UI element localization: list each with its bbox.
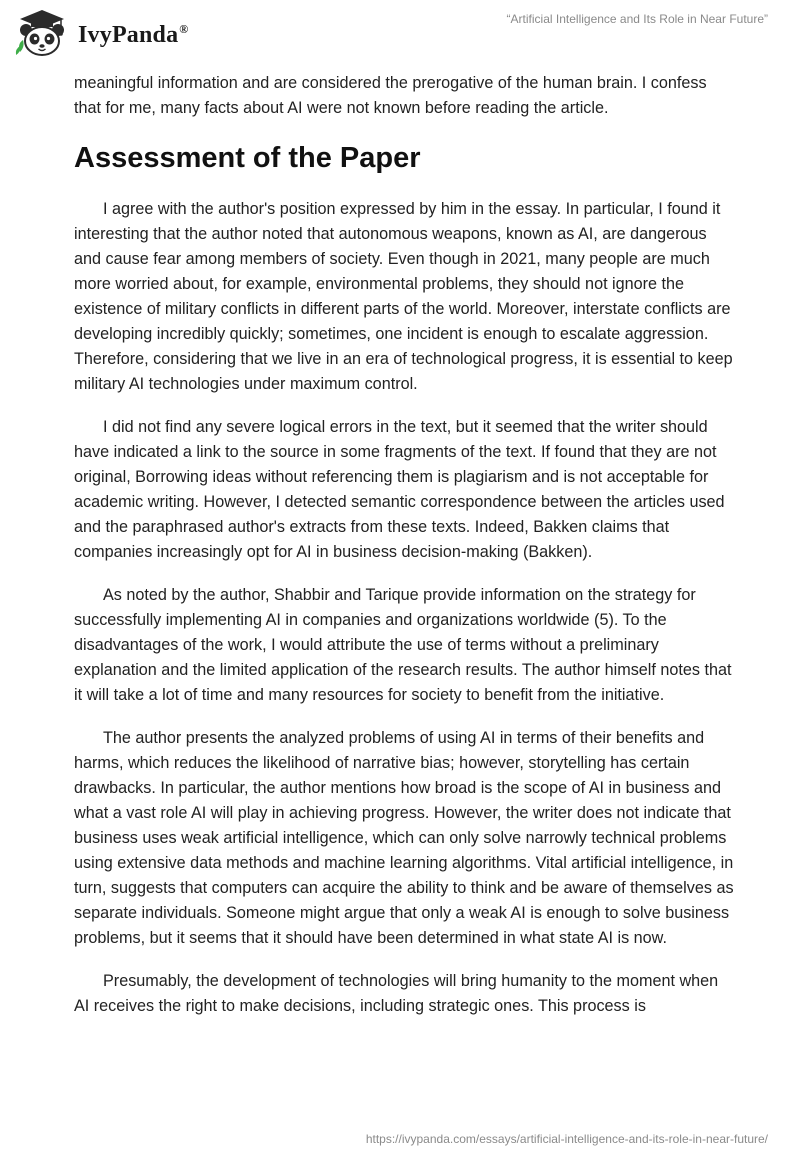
- essay-content: [74, 71, 734, 1019]
- body-paragraph-5: Presumably, the development of technologies will bring humanity to the moment when AI receives the right to make decisions, including strategic ones. This process is: [74, 972, 719, 1015]
- logo-text: IvyPanda®: [78, 21, 189, 48]
- section-heading: Assessment of the Paper: [74, 142, 421, 174]
- body-paragraph-4: The author presents the analyzed problems of using AI in terms of their benefits and harms, which reduces the likelihood of narrative bias; however, storytelling has certain drawbacks. In particular, the author mentions how broad is the scope of AI in business and what a vast role AI will play in achieving progress. However, the writer does not indicate that business uses weak artificial intelligence, which can only solve narrowly technical problems using extensive data methods and machine learning algorithms. Vital artificial intelligence, in turn, suggests that computers can acquire the ability to think and be aware of themselves as separate individuals. Someone might argue that only a weak AI is enough to solve business problems, but it seems that it should have been determined in what state AI is now.: [74, 729, 734, 947]
- panda-logo-icon: [14, 8, 70, 58]
- body-paragraph-3: As noted by the author, Shabbir and Tarique provide information on the strategy for successfully implementing AI in companies and organizations worldwide (5). To the disadvantages of the work, I would attribute the use of terms without a preliminary explanation and the limited application of the research results. The author himself notes that it will take a lot of time and many resources for society to benefit from the initiative.: [74, 586, 732, 704]
- body-paragraph-1: I agree with the author's position expressed by him in the essay. In particular, I found it interesting that the author noted that autonomous weapons, known as AI, are dangerous and cause fear among members of society. Even though in 2021, many people are much more worried about, for example, environmental problems, they should not ignore the existence of military conflicts in different parts of the world. Moreover, interstate conflicts are developing incredibly quickly; sometimes, one incident is enough to escalate aggression. Therefore, considering that we live in an era of technological progress, it is essential to keep military AI technologies under maximum control.: [74, 200, 733, 393]
- page-header: [0, 0, 800, 70]
- source-url-link[interactable]: https://ivypanda.com/essays/artificial-intelligence-and-its-role-in-near-future/: [365, 1132, 768, 1146]
- document-title: “Artificial Intelligence and Its Role in Near Future”: [506, 12, 768, 26]
- intro-paragraph: meaningful information and are considered the prerogative of the human brain. I confess that for me, many facts about AI were not known before reading the article.: [74, 74, 707, 117]
- body-paragraph-2: I did not find any severe logical errors in the text, but it seemed that the writer should have indicated a link to the source in some fragments of the text. If found that they are not original, Borrowing ideas without referencing them is plagiarism and is not acceptable for academic writing. However, I detected semantic correspondence between the articles used and the paraphrased author's extracts from these texts. Indeed, Bakken claims that companies increasingly opt for AI in business decision-making (Bakken).: [74, 418, 725, 561]
- logo[interactable]: [14, 8, 188, 58]
